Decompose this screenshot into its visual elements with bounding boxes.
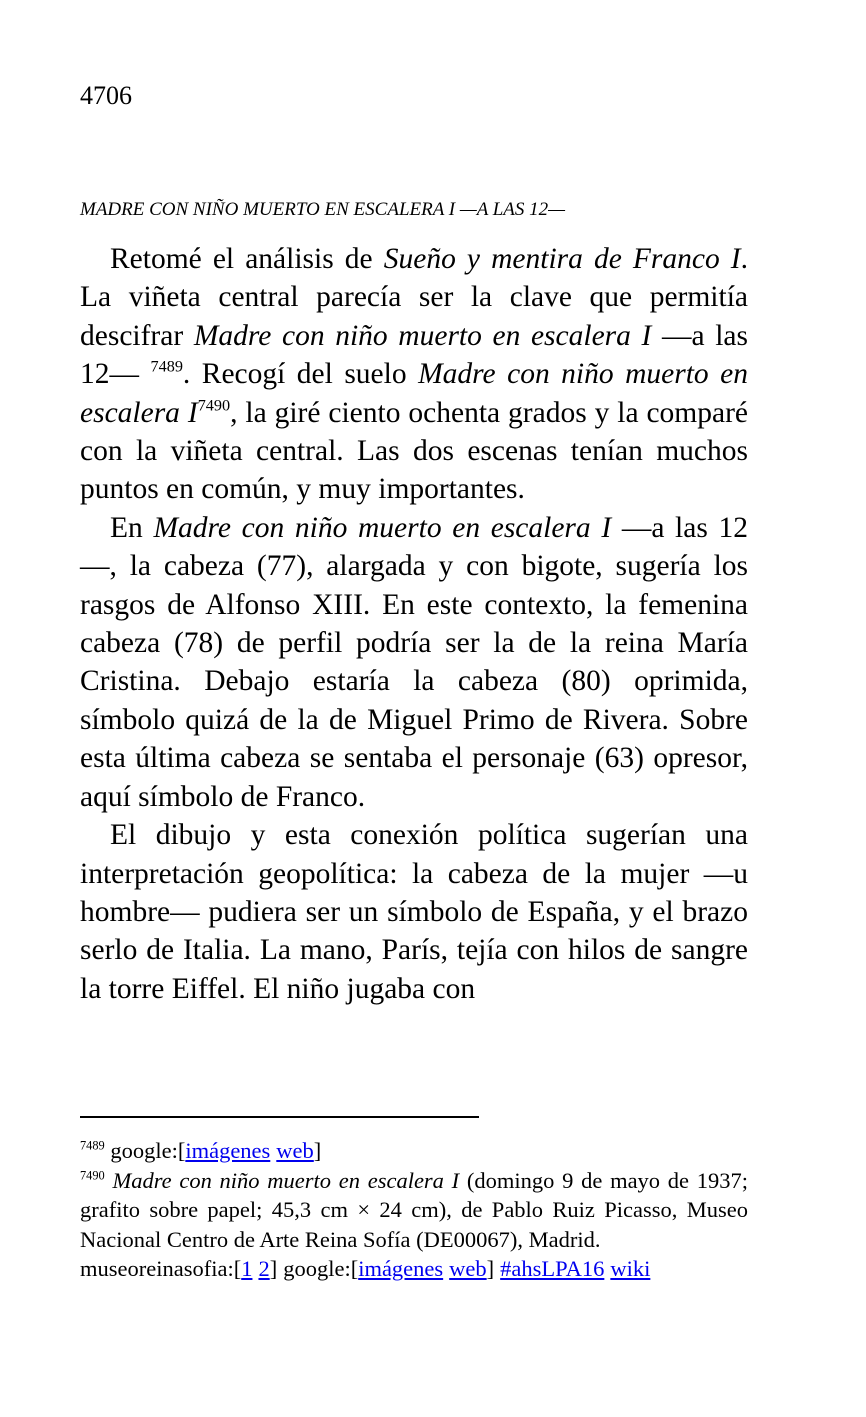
text-run: Retomé el análisis de [110,243,384,275]
footnote-7489 [80,1136,748,1166]
footnote-links [80,1254,748,1284]
footnote-text: (domingo 9 de mayo de 1937; grafito sobre papel; 45,3 cm × 24 cm), de Pablo Ruiz Picasso, Museo Nacional Centro de Arte Reina Sofía (DE00067), Madrid. [80,1167,748,1252]
paragraph-3 [80,816,748,1008]
museo-link-1[interactable]: 1 [241,1256,253,1281]
bracket-close: ] [269,1256,278,1281]
google-prefix: google:[ [283,1256,359,1281]
page-number: 4706 [80,81,132,110]
footnote-number: 7490 [80,1167,105,1182]
artwork-title: Sueño y mentira de Franco I [383,243,741,275]
text-run: —a las 12— [80,319,748,391]
footnote-ref-7490[interactable]: 7490 [197,396,231,415]
section-heading: MADRE CON NIÑO MUERTO EN ESCALERA I —A LAS 12— [80,199,566,220]
text-run: —a las 12—, la cabeza (77), alargada y con bigote, sugería los rasgos de Alfonso XIII. En este contexto, la femenina cabeza (78) de perfil podría ser la de la reina María Cristina. Debajo estaría la cabeza (80) oprimida, símbolo quizá de la de Miguel Primo de Rivera. Sobre esta última cabeza se sentaba el personaje (63) opresor, aquí símbolo de Franco. [80,511,748,813]
artwork-title: Madre con niño muerto en escalera I [193,319,652,352]
text-run: . La viñeta central parecía ser la clave que permitía descifrar [80,243,749,352]
footnote-7490 [80,1166,748,1255]
text-run: , la giré ciento ochenta grados y la comparé con la viñeta central. Las dos escenas tenían muchos puntos en común, y muy importantes. [80,396,749,506]
paragraph-1 [80,240,748,509]
footnote-ref-7489[interactable]: 7489 [150,357,183,376]
google-prefix: google:[ [110,1138,186,1163]
bracket-close: ] [486,1256,495,1281]
museo-prefix: museoreinasofia:[ [80,1256,242,1281]
footnotes [80,1136,748,1284]
text-run: El dibujo y esta conexión política sugerían una interpretación geopolítica: la cabeza de la mujer —u hombre— pudiera ser un símbolo de España, y el brazo serlo de Italia. La mano, París, tejía con hilos de sangre la torre Eiffel. El niño jugaba con [80,819,748,1005]
web-link[interactable]: web [449,1256,487,1281]
footnote-number: 7489 [80,1138,105,1153]
paragraph-2 [80,509,748,816]
web-link[interactable]: web [276,1138,314,1163]
footnote-divider [80,1116,479,1118]
artwork-title: Madre con niño muerto en escalera I [153,511,612,544]
hashtag-link[interactable]: #ahsLPA16 [500,1256,605,1281]
text-run: En [110,511,154,544]
images-link[interactable]: imágenes [358,1256,444,1281]
museo-link-2[interactable]: 2 [258,1256,270,1281]
images-link[interactable]: imágenes [185,1138,271,1163]
wiki-link[interactable]: wiki [610,1256,651,1281]
bracket-close: ] [313,1138,322,1163]
text-run: . Recogí del suelo [182,358,419,391]
artwork-title: Madre con niño muerto en escalera I [112,1167,460,1193]
artwork-title: Madre con niño muerto en escalera I [80,358,748,429]
body-text [80,240,748,1008]
